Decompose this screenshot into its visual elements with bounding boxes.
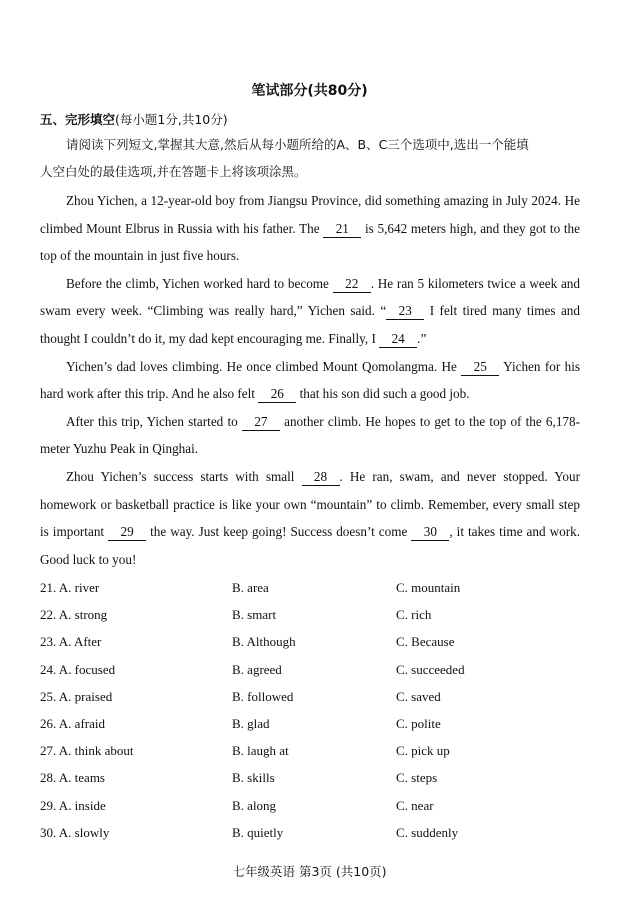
passage-paragraph-2 [40, 270, 580, 353]
option-c: C. mountain [396, 580, 461, 595]
option-row-21 [40, 578, 600, 605]
option-b: B. Although [232, 634, 296, 650]
blank-24: 24 [379, 331, 417, 348]
passage-text: Yichen for his hard work after this trip. And he also felt [40, 358, 580, 402]
instructions-line-1: 请阅读下列短文,掌握其大意,然后从每小题所给的A、B、C三个选项中,选出一个能填 [66, 137, 529, 152]
passage-text: Before the climb, Yichen worked hard to become [66, 275, 333, 291]
passage-text: Zhou Yichen’s success starts with small [66, 468, 302, 484]
option-b: B. laugh at [232, 743, 289, 759]
passage-text: After this trip, Yichen started to [66, 413, 242, 429]
option-a: 28. A. teams [40, 770, 105, 786]
blank-30: 30 [411, 524, 449, 541]
option-a: 21. A. river [40, 580, 100, 595]
option-row-24 [40, 660, 600, 687]
section-score-note: (每小题1分,共10分) [115, 112, 228, 127]
option-b: B. followed [232, 688, 294, 704]
option-c: C. steps [396, 770, 438, 786]
option-row-25 [40, 687, 600, 714]
option-row-30 [40, 823, 600, 850]
passage-text: another climb. He hopes to get to the top of the 6,178-meter Yuzhu Peak in Qinghai. [40, 413, 580, 457]
passage-text: .” [417, 330, 427, 346]
page-footer: 七年级英语 第3页 (共10页) [232, 864, 387, 879]
passage-text: is 5,642 meters high, and they got to the top of the mountain in just five hours. [40, 220, 580, 264]
cloze-passage [40, 187, 580, 573]
option-a: 22. A. strong [40, 607, 108, 623]
blank-28: 28 [302, 469, 340, 486]
option-row-26 [40, 714, 600, 741]
option-b: B. along [232, 797, 277, 813]
option-c: C. suddenly [396, 824, 459, 840]
blank-26: 26 [258, 386, 296, 403]
option-b: B. agreed [232, 661, 282, 677]
blank-23: 23 [386, 303, 424, 320]
passage-text: I felt tired many times and thought I couldn’t do it, my dad kept encouraging me. Finally, I [40, 303, 580, 346]
page-title: 笔试部分(共80分) [251, 83, 368, 99]
passage-text: that his son did such a good job. [296, 386, 470, 402]
option-b: B. glad [232, 715, 270, 731]
passage-text: Yichen’s dad loves climbing. He once climbed Mount Qomolangma. He [66, 358, 462, 374]
option-a: 26. A. afraid [40, 715, 105, 731]
passage-text: Zhou Yichen, a 12-year-old boy from Jiangsu Province, did something amazing in July 2024. He climbed Mount Elbrus in Russia with his father. The [40, 193, 580, 236]
option-row-22 [40, 605, 600, 632]
option-c: C. polite [396, 715, 441, 731]
passage-paragraph-5 [40, 463, 580, 573]
option-b: B. skills [232, 770, 275, 786]
passage-paragraph-4 [40, 408, 580, 463]
option-a: 23. A. After [40, 634, 102, 650]
option-a: 27. A. think about [40, 743, 134, 759]
passage-text: . He ran, swam, and never stopped. Your homework or basketball practice is like your own “mountain” to climb. Remember, every small step is important [40, 468, 581, 540]
section-heading [40, 110, 228, 128]
passage-paragraph-3 [40, 353, 580, 408]
option-c: C. Because [396, 634, 455, 650]
blank-27: 27 [242, 414, 280, 431]
option-row-23 [40, 632, 600, 659]
instructions [40, 131, 580, 185]
option-c: C. succeeded [396, 661, 465, 677]
option-b: B. area [232, 580, 269, 595]
option-a: 30. A. slowly [40, 824, 110, 840]
blank-21: 21 [323, 221, 361, 238]
instructions-line-2: 人空白处的最佳选项,并在答题卡上将该项涂黑。 [40, 164, 307, 179]
option-c: C. rich [396, 607, 432, 623]
option-c: C. near [396, 797, 434, 813]
option-a: 24. A. focused [40, 661, 116, 677]
passage-paragraph-1 [40, 187, 580, 270]
option-row-28 [40, 768, 600, 795]
blank-22: 22 [333, 276, 371, 293]
blank-29: 29 [108, 524, 146, 541]
option-c: C. saved [396, 688, 441, 704]
passage-text: , it takes time and work. Good luck to you! [40, 524, 580, 567]
option-c: C. pick up [396, 743, 450, 759]
option-a: 29. A. inside [40, 797, 106, 813]
option-row-27 [40, 741, 600, 768]
option-b: B. smart [232, 607, 277, 623]
option-row-29 [40, 796, 600, 823]
answer-options [40, 578, 600, 850]
section-title: 五、完形填空 [40, 112, 116, 127]
passage-text: . He ran 5 kilometers twice a week and swam every week. “Climbing was really hard,” Yichen said. “ [40, 275, 580, 319]
option-b: B. quietly [232, 824, 284, 840]
option-a: 25. A. praised [40, 688, 113, 704]
blank-25: 25 [461, 359, 499, 376]
passage-text: the way. Just keep going! Success doesn’t come [146, 524, 412, 540]
